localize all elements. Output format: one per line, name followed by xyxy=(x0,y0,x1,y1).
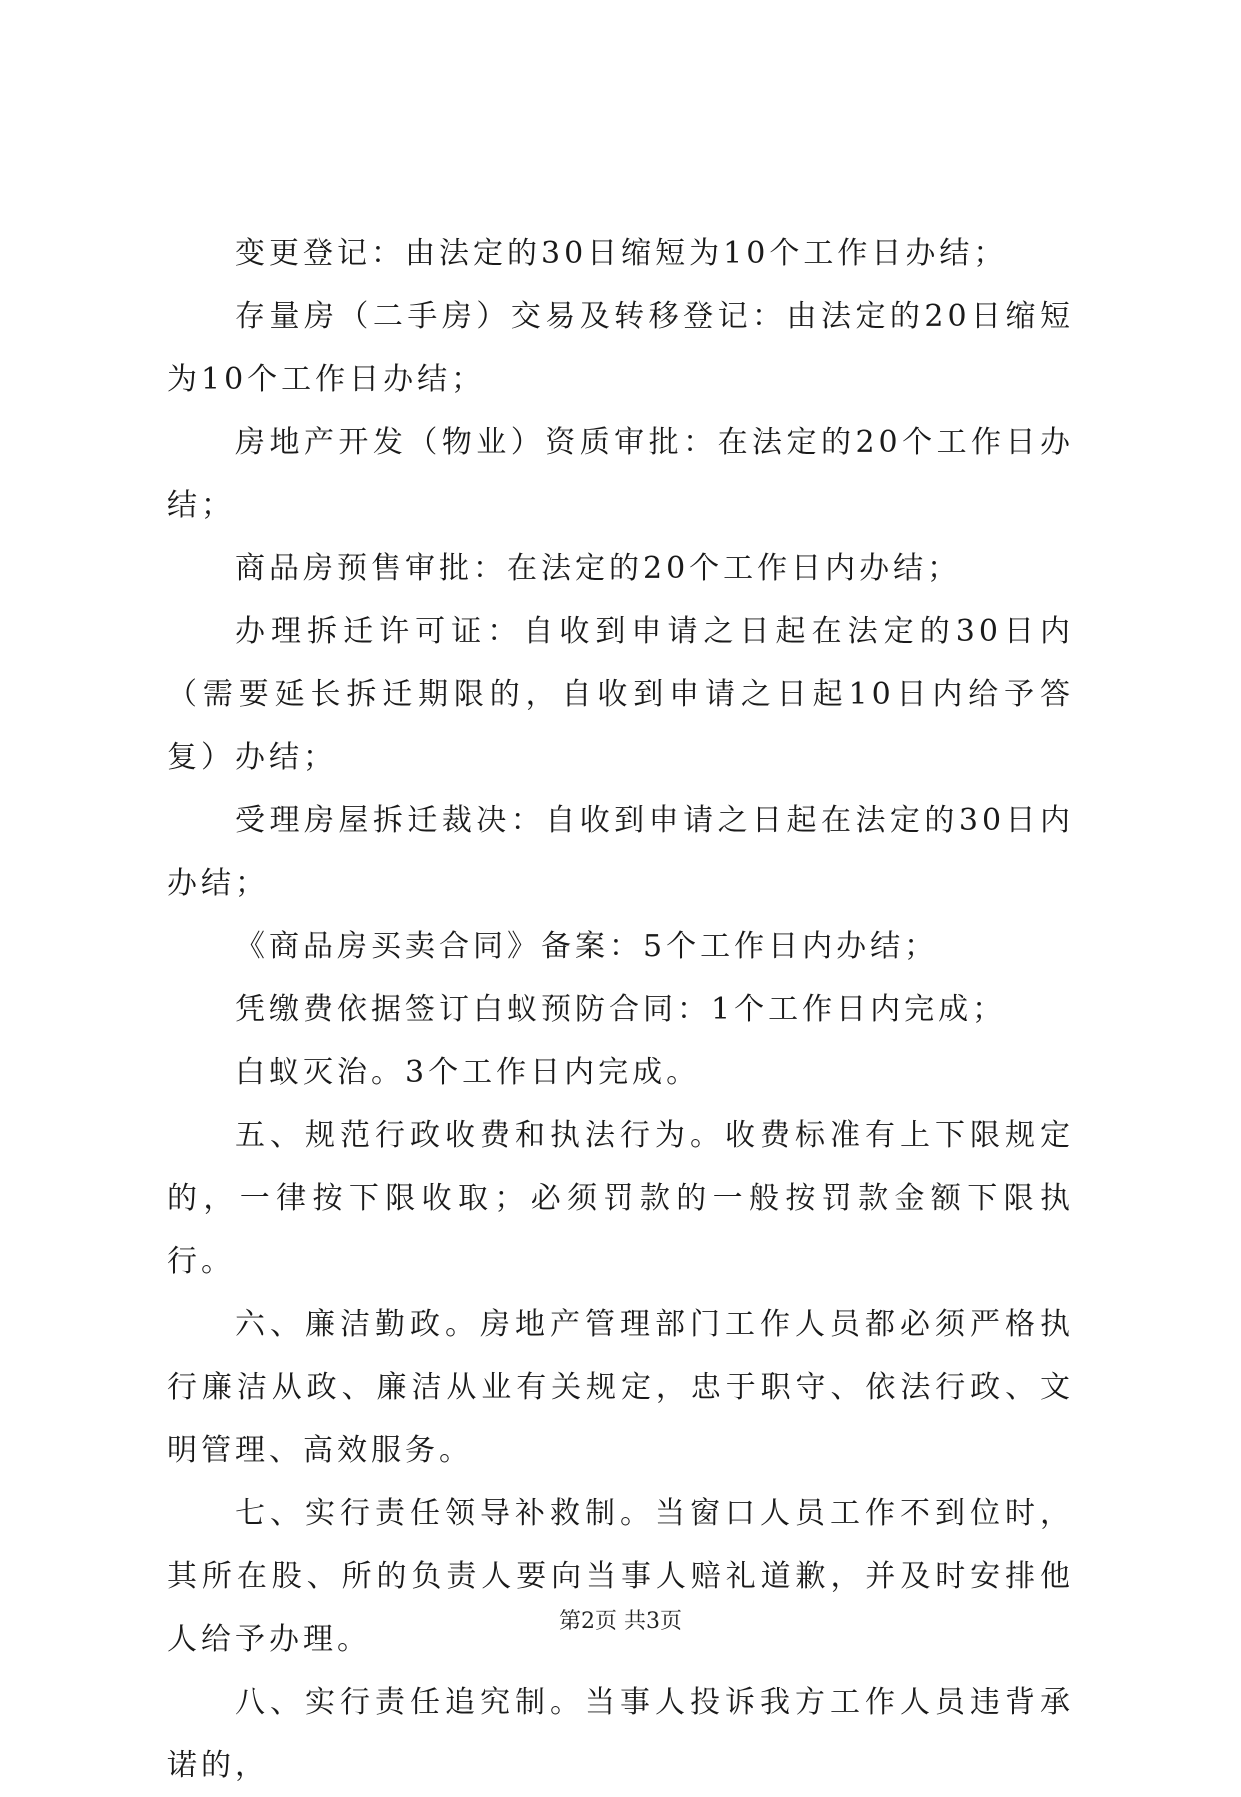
paragraph-termite-control: 白蚁灭治。3个工作日内完成。 xyxy=(235,1055,701,1090)
paragraph-section-seven: 七、实行责任领导补救制。当窗口人员工作不到位时，其所在股、所的负责人要向当事人赔礼道歉，并及时安排他人给予办理。 xyxy=(167,1496,1074,1657)
page-number-label: 第2页 共3页 xyxy=(559,1609,682,1634)
paragraph-demolition-permit: 办理拆迁许可证：自收到申请之日起在法定的30日内（需要延长拆迁期限的，自收到申请之日起10日内给予答复）办结； xyxy=(167,614,1074,775)
paragraph-contract-filing: 《商品房买卖合同》备案：5个工作日内办结； xyxy=(235,929,939,964)
paragraph-section-six: 六、廉洁勤政。房地产管理部门工作人员都必须严格执行廉洁从政、廉洁从业有关规定，忠于职守、依法行政、文明管理、高效服务。 xyxy=(167,1307,1074,1468)
paragraph-change-registration: 变更登记：由法定的30日缩短为10个工作日办结； xyxy=(235,236,1008,271)
paragraph-secondhand-transfer: 存量房（二手房）交易及转移登记：由法定的20日缩短为10个工作日办结； xyxy=(167,299,1074,397)
paragraph-demolition-ruling: 受理房屋拆迁裁决：自收到申请之日起在法定的30日内办结； xyxy=(167,803,1074,901)
paragraph-qualification-approval: 房地产开发（物业）资质审批：在法定的20个工作日办结； xyxy=(167,425,1074,523)
paragraph-section-eight: 八、实行责任追究制。当事人投诉我方工作人员违背承诺的， xyxy=(167,1685,1074,1783)
paragraph-termite-contract: 凭缴费依据签订白蚁预防合同：1个工作日内完成； xyxy=(235,992,1007,1027)
document-body xyxy=(167,222,1074,1797)
paragraph-section-five: 五、规范行政收费和执法行为。收费标准有上下限规定的，一律按下限收取；必须罚款的一般按罚款金额下限执行。 xyxy=(167,1118,1074,1279)
page-footer xyxy=(0,1607,1241,1637)
paragraph-presale-approval: 商品房预售审批：在法定的20个工作日内办结； xyxy=(235,551,962,586)
